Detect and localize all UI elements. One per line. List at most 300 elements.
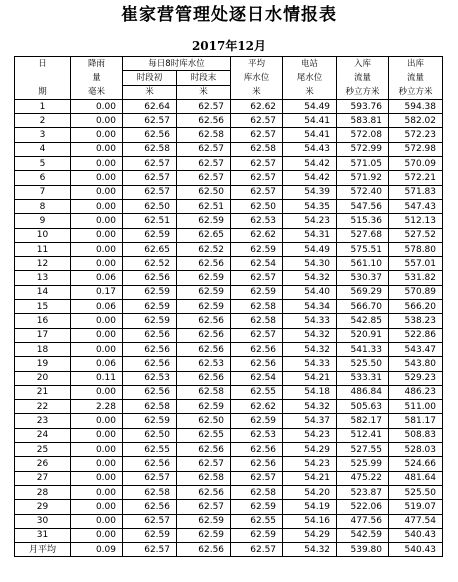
table-row bbox=[15, 271, 443, 285]
cell-level-open: 62.57 bbox=[123, 185, 177, 199]
table-row bbox=[15, 528, 443, 542]
cell-outflow: 519.07 bbox=[389, 500, 443, 514]
cell-day: 25 bbox=[15, 443, 71, 457]
cell-day: 28 bbox=[15, 485, 71, 499]
table-row bbox=[15, 199, 443, 213]
cell-level-open: 62.56 bbox=[123, 342, 177, 356]
cell-rainfall: 0.00 bbox=[71, 185, 123, 199]
cell-tailwater: 54.35 bbox=[283, 199, 337, 213]
cell-level-open: 62.57 bbox=[123, 114, 177, 128]
header-outflow-2: 流量 bbox=[389, 71, 443, 85]
cell-level-average: 62.62 bbox=[231, 99, 283, 113]
cell-outflow: 511.00 bbox=[389, 400, 443, 414]
cell-level-close: 62.65 bbox=[177, 228, 231, 242]
cell-tailwater: 54.29 bbox=[283, 443, 337, 457]
cell-level-close: 62.59 bbox=[177, 528, 231, 542]
cell-outflow: 538.23 bbox=[389, 314, 443, 328]
header-row-3 bbox=[15, 85, 443, 99]
table-row bbox=[15, 185, 443, 199]
table-row bbox=[15, 228, 443, 242]
table-row bbox=[15, 485, 443, 499]
cell-day: 月平均 bbox=[15, 543, 71, 557]
cell-day: 26 bbox=[15, 457, 71, 471]
cell-outflow: 594.38 bbox=[389, 99, 443, 113]
header-day-blank bbox=[15, 71, 71, 85]
cell-level-close: 62.56 bbox=[177, 314, 231, 328]
cell-inflow: 569.29 bbox=[337, 285, 389, 299]
cell-level-average: 62.57 bbox=[231, 328, 283, 342]
cell-tailwater: 54.30 bbox=[283, 257, 337, 271]
cell-day: 22 bbox=[15, 400, 71, 414]
cell-level-close: 62.56 bbox=[177, 543, 231, 557]
cell-tailwater: 54.32 bbox=[283, 543, 337, 557]
cell-level-open: 62.58 bbox=[123, 485, 177, 499]
cell-level-average: 62.59 bbox=[231, 414, 283, 428]
cell-level-close: 62.56 bbox=[177, 328, 231, 342]
cell-level-open: 62.56 bbox=[123, 328, 177, 342]
header-unit-close: 米 bbox=[177, 85, 231, 99]
cell-day: 16 bbox=[15, 314, 71, 328]
cell-outflow: 481.64 bbox=[389, 471, 443, 485]
cell-level-close: 62.59 bbox=[177, 285, 231, 299]
cell-rainfall: 0.06 bbox=[71, 300, 123, 314]
cell-tailwater: 54.32 bbox=[283, 400, 337, 414]
cell-level-open: 62.65 bbox=[123, 242, 177, 256]
cell-level-average: 62.57 bbox=[231, 471, 283, 485]
cell-level-open: 62.56 bbox=[123, 500, 177, 514]
cell-level-average: 62.56 bbox=[231, 357, 283, 371]
cell-level-close: 62.58 bbox=[177, 471, 231, 485]
cell-level-open: 62.57 bbox=[123, 543, 177, 557]
water-level-table bbox=[14, 56, 443, 557]
cell-level-open: 62.58 bbox=[123, 400, 177, 414]
table-row bbox=[15, 214, 443, 228]
cell-rainfall: 0.00 bbox=[71, 314, 123, 328]
cell-day: 2 bbox=[15, 114, 71, 128]
cell-level-close: 62.59 bbox=[177, 514, 231, 528]
cell-rainfall: 0.00 bbox=[71, 457, 123, 471]
cell-level-average: 62.55 bbox=[231, 385, 283, 399]
table-row bbox=[15, 171, 443, 185]
cell-level-average: 62.57 bbox=[231, 185, 283, 199]
cell-tailwater: 54.31 bbox=[283, 228, 337, 242]
cell-tailwater: 54.49 bbox=[283, 99, 337, 113]
cell-level-average: 62.62 bbox=[231, 228, 283, 242]
cell-inflow: 566.70 bbox=[337, 300, 389, 314]
cell-outflow: 566.20 bbox=[389, 300, 443, 314]
table-row bbox=[15, 500, 443, 514]
table-row bbox=[15, 157, 443, 171]
cell-inflow: 512.41 bbox=[337, 428, 389, 442]
cell-tailwater: 54.33 bbox=[283, 357, 337, 371]
cell-day: 8 bbox=[15, 199, 71, 213]
report-title: 崔家营管理处逐日水情报表 bbox=[121, 5, 337, 25]
cell-level-close: 62.50 bbox=[177, 414, 231, 428]
cell-inflow: 539.80 bbox=[337, 543, 389, 557]
cell-level-close: 62.59 bbox=[177, 300, 231, 314]
cell-rainfall: 0.00 bbox=[71, 128, 123, 142]
cell-tailwater: 54.16 bbox=[283, 514, 337, 528]
table-row bbox=[15, 385, 443, 399]
cell-outflow: 547.43 bbox=[389, 199, 443, 213]
cell-level-open: 62.57 bbox=[123, 171, 177, 185]
cell-outflow: 528.03 bbox=[389, 443, 443, 457]
table-row bbox=[15, 285, 443, 299]
cell-outflow: 486.23 bbox=[389, 385, 443, 399]
cell-level-average: 62.55 bbox=[231, 514, 283, 528]
cell-rainfall: 0.11 bbox=[71, 371, 123, 385]
table-row bbox=[15, 414, 443, 428]
cell-level-close: 62.57 bbox=[177, 500, 231, 514]
cell-outflow: 578.80 bbox=[389, 242, 443, 256]
cell-inflow: 582.17 bbox=[337, 414, 389, 428]
cell-level-open: 62.59 bbox=[123, 414, 177, 428]
table-row bbox=[15, 428, 443, 442]
cell-level-average: 62.59 bbox=[231, 285, 283, 299]
cell-day: 5 bbox=[15, 157, 71, 171]
cell-outflow: 512.13 bbox=[389, 214, 443, 228]
cell-rainfall: 0.00 bbox=[71, 328, 123, 342]
cell-inflow: 525.99 bbox=[337, 457, 389, 471]
cell-day: 11 bbox=[15, 242, 71, 256]
cell-level-close: 62.57 bbox=[177, 99, 231, 113]
cell-outflow: 540.43 bbox=[389, 543, 443, 557]
cell-inflow: 527.68 bbox=[337, 228, 389, 242]
cell-inflow: 547.56 bbox=[337, 199, 389, 213]
cell-outflow: 477.54 bbox=[389, 514, 443, 528]
cell-level-open: 62.57 bbox=[123, 157, 177, 171]
cell-day: 24 bbox=[15, 428, 71, 442]
header-rain-unit: 毫米 bbox=[71, 85, 123, 99]
cell-inflow: 561.10 bbox=[337, 257, 389, 271]
cell-rainfall: 0.00 bbox=[71, 99, 123, 113]
cell-rainfall: 0.00 bbox=[71, 528, 123, 542]
cell-day: 7 bbox=[15, 185, 71, 199]
cell-inflow: 572.08 bbox=[337, 128, 389, 142]
header-rain: 降雨 bbox=[71, 57, 123, 71]
cell-inflow: 571.92 bbox=[337, 171, 389, 185]
cell-level-average: 62.57 bbox=[231, 128, 283, 142]
cell-day: 20 bbox=[15, 371, 71, 385]
cell-level-open: 62.59 bbox=[123, 314, 177, 328]
table-row bbox=[15, 457, 443, 471]
cell-tailwater: 54.34 bbox=[283, 300, 337, 314]
cell-day: 30 bbox=[15, 514, 71, 528]
table-row bbox=[15, 400, 443, 414]
cell-level-average: 62.56 bbox=[231, 443, 283, 457]
cell-inflow: 575.51 bbox=[337, 242, 389, 256]
cell-rainfall: 0.06 bbox=[71, 271, 123, 285]
cell-level-open: 62.52 bbox=[123, 257, 177, 271]
cell-level-average: 62.59 bbox=[231, 242, 283, 256]
cell-inflow: 477.56 bbox=[337, 514, 389, 528]
header-day-top: 日 bbox=[15, 57, 71, 71]
cell-level-close: 62.57 bbox=[177, 171, 231, 185]
cell-level-average: 62.54 bbox=[231, 371, 283, 385]
cell-day: 6 bbox=[15, 171, 71, 185]
cell-level-close: 62.58 bbox=[177, 385, 231, 399]
table-row bbox=[15, 443, 443, 457]
header-plant: 电站 bbox=[283, 57, 337, 71]
cell-rainfall: 0.00 bbox=[71, 414, 123, 428]
cell-level-average: 62.59 bbox=[231, 528, 283, 542]
cell-day: 4 bbox=[15, 142, 71, 156]
cell-rainfall: 0.00 bbox=[71, 514, 123, 528]
cell-tailwater: 54.21 bbox=[283, 371, 337, 385]
cell-level-open: 62.50 bbox=[123, 428, 177, 442]
cell-inflow: 520.91 bbox=[337, 328, 389, 342]
cell-tailwater: 54.23 bbox=[283, 457, 337, 471]
cell-level-average: 62.57 bbox=[231, 271, 283, 285]
cell-outflow: 543.80 bbox=[389, 357, 443, 371]
cell-level-average: 62.56 bbox=[231, 457, 283, 471]
cell-level-close: 62.52 bbox=[177, 242, 231, 256]
cell-level-average: 62.57 bbox=[231, 543, 283, 557]
header-inflow: 入库 bbox=[337, 57, 389, 71]
cell-rainfall: 2.28 bbox=[71, 400, 123, 414]
cell-tailwater: 54.41 bbox=[283, 128, 337, 142]
cell-day: 13 bbox=[15, 271, 71, 285]
cell-outflow: 570.89 bbox=[389, 285, 443, 299]
cell-rainfall: 0.00 bbox=[71, 157, 123, 171]
cell-rainfall: 0.00 bbox=[71, 471, 123, 485]
cell-outflow: 570.09 bbox=[389, 157, 443, 171]
cell-tailwater: 54.29 bbox=[283, 528, 337, 542]
cell-outflow: 581.17 bbox=[389, 414, 443, 428]
summary-row bbox=[15, 543, 443, 557]
cell-level-open: 62.53 bbox=[123, 371, 177, 385]
cell-tailwater: 54.40 bbox=[283, 285, 337, 299]
cell-inflow: 523.87 bbox=[337, 485, 389, 499]
cell-outflow: 543.47 bbox=[389, 342, 443, 356]
cell-level-open: 62.59 bbox=[123, 528, 177, 542]
cell-level-close: 62.59 bbox=[177, 214, 231, 228]
cell-level-open: 62.59 bbox=[123, 285, 177, 299]
cell-level-open: 62.59 bbox=[123, 300, 177, 314]
cell-inflow: 572.40 bbox=[337, 185, 389, 199]
cell-level-average: 62.58 bbox=[231, 314, 283, 328]
cell-level-open: 62.51 bbox=[123, 214, 177, 228]
cell-level-close: 62.59 bbox=[177, 400, 231, 414]
cell-level-close: 62.57 bbox=[177, 457, 231, 471]
table-row bbox=[15, 328, 443, 342]
cell-tailwater: 54.23 bbox=[283, 214, 337, 228]
cell-inflow: 530.37 bbox=[337, 271, 389, 285]
cell-inflow: 541.33 bbox=[337, 342, 389, 356]
cell-level-close: 62.51 bbox=[177, 199, 231, 213]
cell-level-average: 62.53 bbox=[231, 428, 283, 442]
cell-level-average: 62.56 bbox=[231, 342, 283, 356]
cell-day: 18 bbox=[15, 342, 71, 356]
cell-inflow: 505.63 bbox=[337, 400, 389, 414]
cell-level-open: 62.55 bbox=[123, 443, 177, 457]
cell-inflow: 583.81 bbox=[337, 114, 389, 128]
cell-level-close: 62.57 bbox=[177, 157, 231, 171]
cell-rainfall: 0.09 bbox=[71, 543, 123, 557]
cell-inflow: 486.84 bbox=[337, 385, 389, 399]
cell-day: 17 bbox=[15, 328, 71, 342]
cell-level-average: 62.57 bbox=[231, 171, 283, 185]
cell-level-open: 62.57 bbox=[123, 514, 177, 528]
header-unit-outflow: 秒立方米 bbox=[389, 85, 443, 99]
table-row bbox=[15, 128, 443, 142]
cell-rainfall: 0.00 bbox=[71, 385, 123, 399]
cell-rainfall: 0.17 bbox=[71, 285, 123, 299]
cell-day: 15 bbox=[15, 300, 71, 314]
cell-tailwater: 54.33 bbox=[283, 314, 337, 328]
cell-tailwater: 54.41 bbox=[283, 114, 337, 128]
cell-level-close: 62.56 bbox=[177, 485, 231, 499]
header-unit-open: 米 bbox=[123, 85, 177, 99]
cell-day: 14 bbox=[15, 285, 71, 299]
cell-tailwater: 54.20 bbox=[283, 485, 337, 499]
cell-tailwater: 54.39 bbox=[283, 185, 337, 199]
header-period-close: 时段末 bbox=[177, 71, 231, 85]
cell-level-close: 62.50 bbox=[177, 185, 231, 199]
cell-level-close: 62.55 bbox=[177, 428, 231, 442]
table-row bbox=[15, 99, 443, 113]
cell-day: 9 bbox=[15, 214, 71, 228]
cell-tailwater: 54.32 bbox=[283, 271, 337, 285]
cell-outflow: 572.21 bbox=[389, 171, 443, 185]
cell-level-average: 62.62 bbox=[231, 400, 283, 414]
cell-level-average: 62.50 bbox=[231, 199, 283, 213]
cell-level-open: 62.64 bbox=[123, 99, 177, 113]
cell-level-average: 62.54 bbox=[231, 257, 283, 271]
header-average: 平均 bbox=[231, 57, 283, 71]
cell-rainfall: 0.00 bbox=[71, 428, 123, 442]
cell-outflow: 529.23 bbox=[389, 371, 443, 385]
table-row bbox=[15, 300, 443, 314]
cell-inflow: 542.85 bbox=[337, 314, 389, 328]
cell-level-average: 62.58 bbox=[231, 300, 283, 314]
cell-outflow: 522.86 bbox=[389, 328, 443, 342]
cell-inflow: 571.05 bbox=[337, 157, 389, 171]
table-row bbox=[15, 471, 443, 485]
table-row bbox=[15, 142, 443, 156]
cell-inflow: 522.06 bbox=[337, 500, 389, 514]
header-unit-inflow: 秒立方米 bbox=[337, 85, 389, 99]
cell-tailwater: 54.18 bbox=[283, 385, 337, 399]
cell-level-close: 62.56 bbox=[177, 257, 231, 271]
cell-level-open: 62.56 bbox=[123, 357, 177, 371]
cell-outflow: 508.83 bbox=[389, 428, 443, 442]
header-unit-average: 米 bbox=[231, 85, 283, 99]
cell-rainfall: 0.00 bbox=[71, 342, 123, 356]
cell-level-average: 62.57 bbox=[231, 114, 283, 128]
table-row bbox=[15, 371, 443, 385]
cell-outflow: 524.66 bbox=[389, 457, 443, 471]
cell-outflow: 572.23 bbox=[389, 128, 443, 142]
cell-day: 10 bbox=[15, 228, 71, 242]
cell-level-open: 62.56 bbox=[123, 271, 177, 285]
cell-level-open: 62.56 bbox=[123, 128, 177, 142]
cell-outflow: 557.01 bbox=[389, 257, 443, 271]
header-unit-plant: 米 bbox=[283, 85, 337, 99]
cell-rainfall: 0.00 bbox=[71, 199, 123, 213]
cell-tailwater: 54.37 bbox=[283, 414, 337, 428]
cell-day: 31 bbox=[15, 528, 71, 542]
cell-level-average: 62.59 bbox=[231, 500, 283, 514]
cell-tailwater: 54.42 bbox=[283, 171, 337, 185]
cell-tailwater: 54.32 bbox=[283, 342, 337, 356]
cell-day: 21 bbox=[15, 385, 71, 399]
cell-level-close: 62.56 bbox=[177, 114, 231, 128]
header-inflow-2: 流量 bbox=[337, 71, 389, 85]
cell-inflow: 525.50 bbox=[337, 357, 389, 371]
table-row bbox=[15, 242, 443, 256]
cell-rainfall: 0.00 bbox=[71, 142, 123, 156]
cell-rainfall: 0.00 bbox=[71, 443, 123, 457]
table-row bbox=[15, 357, 443, 371]
cell-rainfall: 0.00 bbox=[71, 214, 123, 228]
cell-rainfall: 0.00 bbox=[71, 228, 123, 242]
cell-level-open: 62.56 bbox=[123, 385, 177, 399]
cell-level-close: 62.53 bbox=[177, 357, 231, 371]
cell-level-close: 62.56 bbox=[177, 371, 231, 385]
cell-day: 19 bbox=[15, 357, 71, 371]
cell-outflow: 527.52 bbox=[389, 228, 443, 242]
cell-outflow: 525.50 bbox=[389, 485, 443, 499]
cell-outflow: 531.82 bbox=[389, 271, 443, 285]
header-row-1 bbox=[15, 57, 443, 71]
cell-tailwater: 54.19 bbox=[283, 500, 337, 514]
cell-tailwater: 54.21 bbox=[283, 471, 337, 485]
cell-level-close: 62.58 bbox=[177, 128, 231, 142]
table-body bbox=[15, 99, 443, 557]
cell-level-open: 62.56 bbox=[123, 457, 177, 471]
cell-level-close: 62.57 bbox=[177, 142, 231, 156]
cell-rainfall: 0.00 bbox=[71, 114, 123, 128]
table-row bbox=[15, 114, 443, 128]
cell-day: 3 bbox=[15, 128, 71, 142]
cell-outflow: 582.02 bbox=[389, 114, 443, 128]
cell-outflow: 572.98 bbox=[389, 142, 443, 156]
cell-rainfall: 0.06 bbox=[71, 357, 123, 371]
cell-day: 23 bbox=[15, 414, 71, 428]
table-row bbox=[15, 342, 443, 356]
cell-level-average: 62.57 bbox=[231, 157, 283, 171]
cell-tailwater: 54.49 bbox=[283, 242, 337, 256]
header-level-8am: 每日8时库水位 bbox=[123, 57, 231, 71]
cell-level-average: 62.58 bbox=[231, 142, 283, 156]
cell-rainfall: 0.00 bbox=[71, 257, 123, 271]
cell-inflow: 542.59 bbox=[337, 528, 389, 542]
cell-tailwater: 54.43 bbox=[283, 142, 337, 156]
cell-level-open: 62.59 bbox=[123, 228, 177, 242]
header-outflow: 出库 bbox=[389, 57, 443, 71]
cell-day: 12 bbox=[15, 257, 71, 271]
cell-inflow: 572.99 bbox=[337, 142, 389, 156]
cell-day: 29 bbox=[15, 500, 71, 514]
cell-level-close: 62.56 bbox=[177, 342, 231, 356]
cell-level-average: 62.58 bbox=[231, 485, 283, 499]
cell-day: 1 bbox=[15, 99, 71, 113]
cell-tailwater: 54.23 bbox=[283, 428, 337, 442]
cell-level-average: 62.53 bbox=[231, 214, 283, 228]
cell-rainfall: 0.00 bbox=[71, 171, 123, 185]
cell-tailwater: 54.32 bbox=[283, 328, 337, 342]
cell-inflow: 593.76 bbox=[337, 99, 389, 113]
cell-outflow: 571.83 bbox=[389, 185, 443, 199]
cell-inflow: 475.22 bbox=[337, 471, 389, 485]
header-row-2 bbox=[15, 71, 443, 85]
cell-level-close: 62.59 bbox=[177, 271, 231, 285]
cell-level-close: 62.56 bbox=[177, 443, 231, 457]
cell-rainfall: 0.00 bbox=[71, 485, 123, 499]
table-row bbox=[15, 514, 443, 528]
cell-inflow: 527.55 bbox=[337, 443, 389, 457]
